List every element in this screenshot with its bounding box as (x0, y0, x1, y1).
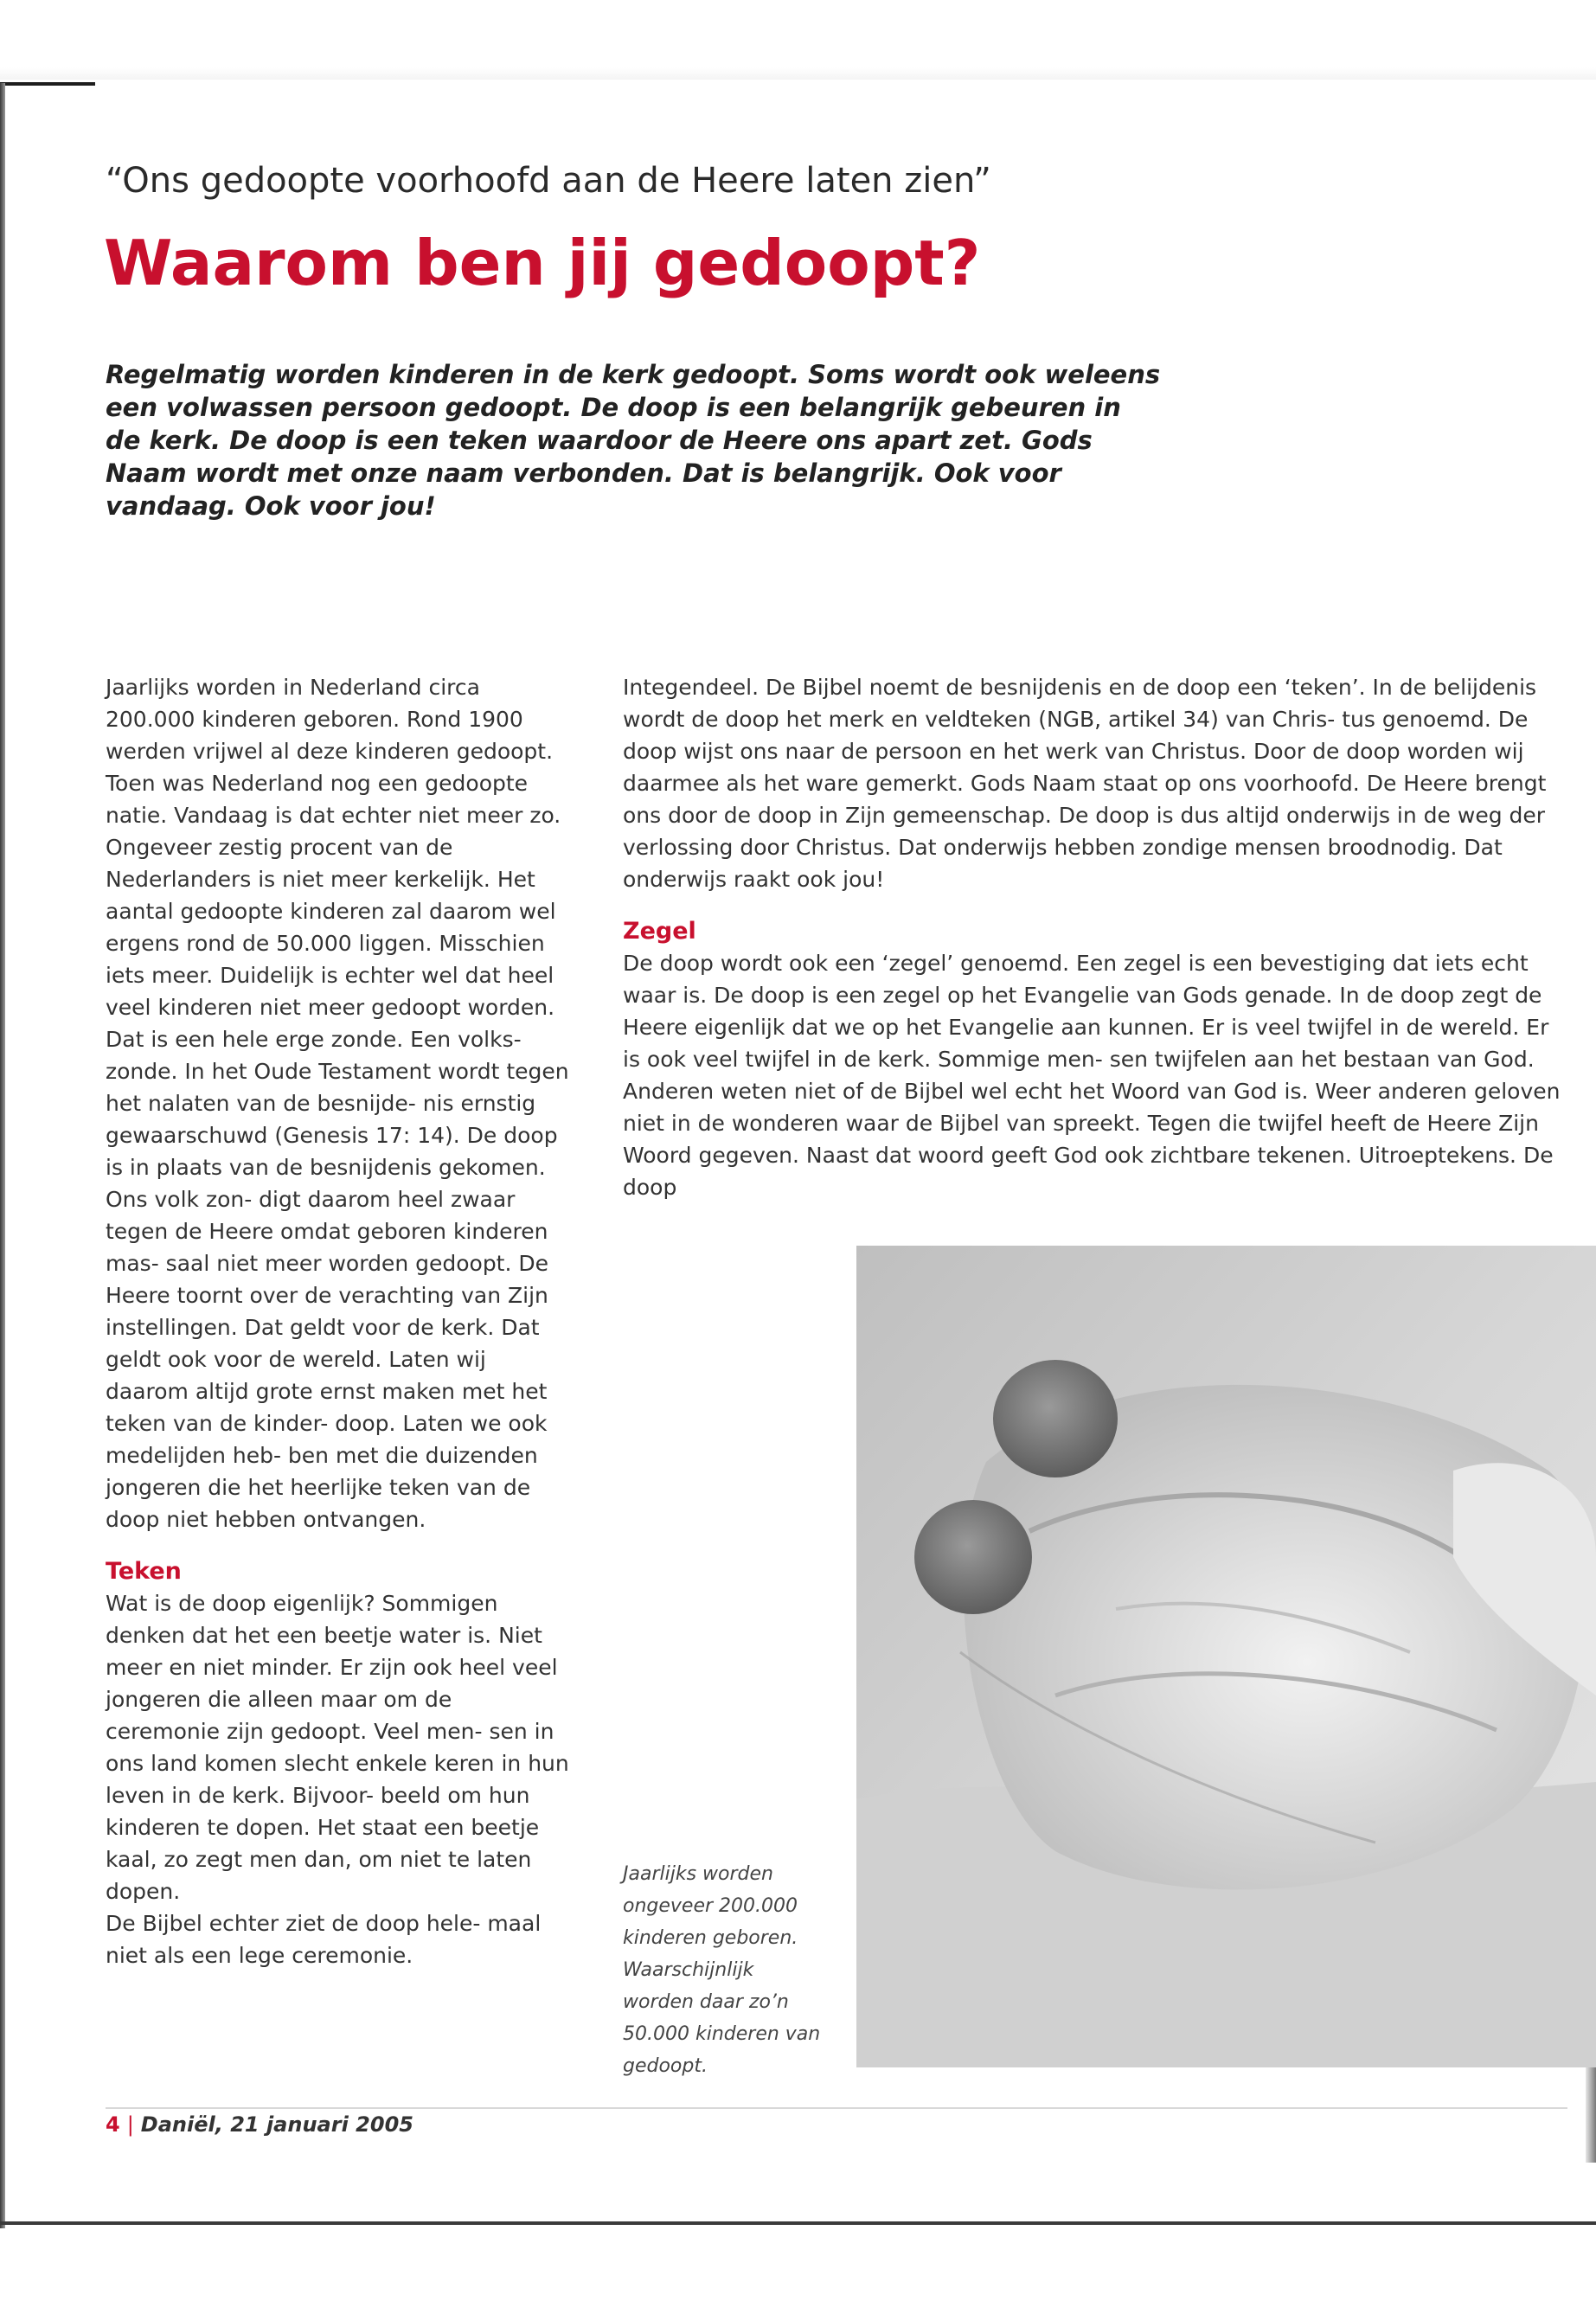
scan-edge-left (0, 83, 5, 2228)
publication-info: Daniël, 21 januari 2005 (140, 2112, 413, 2137)
scan-edge-bottom (0, 2221, 1596, 2225)
page-number: 4 (106, 2112, 120, 2137)
baby-photo-illustration (856, 1246, 1596, 2067)
baby-photo (856, 1246, 1596, 2067)
right-paragraph-2: De doop wordt ook een ‘zegel’ genoemd. Een zegel is een bevestiging dat iets echt waar is. De doop is een zegel op het Evangelie van Gods genade. In de doop zegt de Heere eigenlijk dat we op het Evangelie aan kunnen. Er is veel twijfel in de wereld. Er is ook veel twijfel in de kerk. Sommige men- sen twijfelen aan het bestaan van God. Anderen weten niet of de Bijbel wel echt het Woord van God is. Weer anderen geloven niet in de wonderen waar de Bijbel van spreekt. Tegen die twijfel heeft de Heere Zijn Woord gegeven. Naast dat woord geeft God ook zichtbare tekenen. Uitroeptekens. De doop (623, 951, 1561, 1200)
left-paragraph-3: De Bijbel echter ziet de doop hele- maal niet als een lege ceremonie. (106, 1911, 542, 1968)
footer-rule (106, 2107, 1567, 2109)
right-paragraph-1: Integendeel. De Bijbel noemt de besnijdenis en de doop een ‘teken’. In de belijdenis wordt de doop het merk en veldteken (NGB, artikel 34) van Chris- tus genoemd. De doop wijst ons naar de persoon en het werk van Christus. Door de doop worden wij daarmee als het ware gemerkt. Gods Naam staat op ons voorhoofd. De Heere brengt ons door de doop in Zijn gemeenschap. De doop is dus altijd onderwijs in de weg der verlossing door Christus. Dat onderwijs hebben zondige mensen broodnodig. Dat onderwijs raakt ook jou! (623, 675, 1547, 892)
article-supertitle: “Ons gedoopte voorhoofd aan de Heere laten zien” (106, 161, 991, 201)
left-paragraph-1: Jaarlijks worden in Nederland circa 200.000 kinderen geboren. Rond 1900 werden vrijwel al deze kinderen gedoopt. Toen was Nederland nog een gedoopte natie. Vandaag is dat echter niet meer zo. Ongeveer zestig procent van de Nederlanders is niet meer kerkelijk. Het aantal gedoopte kinderen zal daarom wel ergens rond de 50.000 liggen. Misschien iets meer. Duidelijk is echter wel dat heel veel kinderen niet meer gedoopt worden. Dat is een hele erge zonde. Een volks- zonde. In het Oude Testament wordt tegen het nalaten van de besnijde- nis ernstig gewaarschuwd (Genesis 17: 14). De doop is in plaats van de besnijdenis gekomen. Ons volk zon- digt daarom heel zwaar tegen de Heere omdat geboren kinderen mas- saal niet meer worden gedoopt. De Heere toornt over de verachting van Zijn instellingen. Dat geldt voor de kerk. Dat geldt ook voor de wereld. Laten wij daarom altijd grote ernst maken met het teken van de kinder- doop. Laten we ook medelijden heb- ben met die duizenden jongeren die het heerlijke teken van de doop niet hebben ontvangen. (106, 675, 569, 1532)
article-title: Waarom ben jij gedoopt? (104, 227, 981, 299)
page-footer (106, 2112, 413, 2137)
section-heading-zegel: Zegel (623, 918, 696, 945)
scan-margin-top (0, 0, 1596, 80)
scan-edge-mark (0, 82, 95, 86)
photo-caption: Jaarlijks worden ongeveer 200.000 kinderen geboren. Waarschijnlijk worden daar zo’n 50.000 kinderen van gedoopt. (623, 1863, 821, 2077)
footer-separator: | (126, 2112, 134, 2137)
left-column (106, 671, 573, 1971)
left-paragraph-2: Wat is de doop eigenlijk? Sommigen denken dat het een beetje water is. Niet meer en niet minder. Er zijn ook heel veel jongeren die alleen maar om de ceremonie zijn gedoopt. Veel men- sen in ons land komen slecht enkele keren in hun leven in de kerk. Bijvoor- beeld om hun kinderen te dopen. Het staat een beetje kaal, zo zegt men dan, om niet te laten dopen. (106, 1591, 569, 1904)
right-column (623, 671, 1566, 1203)
section-heading-teken: Teken (106, 1558, 182, 1585)
article-intro: Regelmatig worden kinderen in de kerk gedoopt. Soms wordt ook weleens een volwassen persoon gedoopt. De doop is een belangrijk gebeuren in de kerk. De doop is een teken waardoor de Heere ons apart zet. Gods Naam wordt met onze naam verbonden. Dat is belangrijk. Ook voor vandaag. Ook voor jou! (106, 360, 1161, 521)
